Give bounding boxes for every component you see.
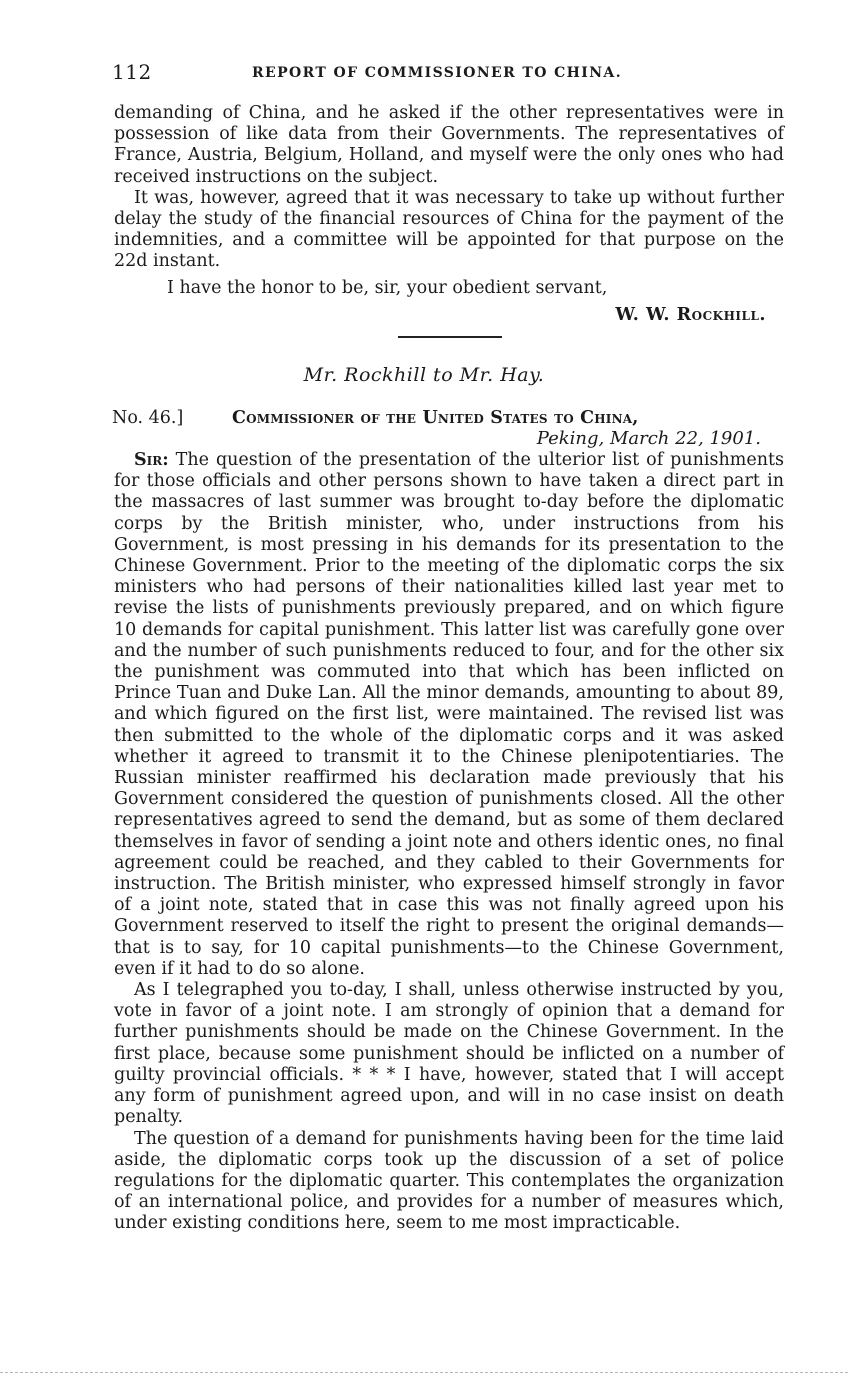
page-number: 112	[112, 60, 152, 84]
paragraph: As I telegraphed you to-day, I shall, unless otherwise instructed by you, vote in favor of a joint note. I am strongly of opinion that a demand for further punishments should be made on the Chinese Government. In the first place, because some punishment should be inflicted on a number of guilty provincial officials. * * * I have, however, stated that I will accept any form of punishment agreed upon, and will in no case insist on death penalty.	[114, 980, 784, 1128]
paragraph: The question of a demand for punishments having been for the time laid aside, the diplomatic corps took up the discussion of a set of police regulations for the diplomatic quarter. This contemplates the organization of an international police, and provides for a number of measures which, under existing conditions here, seem to me most impracticable.	[114, 1128, 784, 1234]
page-header	[112, 60, 784, 90]
paragraph: demanding of China, and he asked if the other representatives were in possession of like data from their Governments. The representatives of France, Austria, Belgium, Holland, and myself were the only ones who had received instructions on the subject.	[114, 103, 784, 187]
closing-line: I have the honor to be, sir, your obedient servant,	[167, 278, 608, 298]
letter-heading: Mr. Rockhill to Mr. Hay.	[303, 364, 545, 386]
previous-letter-body	[114, 103, 784, 273]
sender-office: Commissioner of the United States to China,	[232, 408, 639, 428]
document-number: No. 46.]	[112, 408, 184, 428]
scan-edge-line	[0, 1372, 848, 1373]
running-head: REPORT OF COMMISSIONER TO CHINA.	[252, 65, 622, 81]
letter-body	[114, 450, 784, 1235]
paragraph	[114, 450, 784, 980]
dateline: Peking, March 22, 1901.	[536, 428, 761, 449]
signature-name: W. W. Rockhill.	[615, 305, 766, 325]
signature	[615, 304, 766, 326]
paragraph: It was, however, agreed that it was necessary to take up without further delay the study of the financial resources of China for the payment of the indemnities, and a committee will be appointed for that purpose on the 22d instant.	[114, 187, 784, 272]
section-divider	[398, 336, 502, 338]
paragraph-text: The question of the presentation of the ulterior list of punishments for those officials and other persons shown to have taken a direct part in the massacres of last summer was brought to-day before the diplomatic corps by the British minister, who, under instructions from his Government, is most pressing in his demands for its presentation to the Chinese Government. Prior to the meeting of the diplomatic corps the six ministers who had persons of their nationalities killed last year met to revise the lists of punishments previously prepared, and on which figure 10 demands for capital punishment. This latter list was carefully gone over and the number of such punishments reduced to four, and for the other six the punishment was commuted into that which has been inflicted on Prince Tuan and Duke Lan. All the minor demands, amounting to about 89, and which figured on the first list, were maintained. The revised list was then submitted to the whole of the diplomatic corps and it was asked whether it agreed to transmit it to the Chinese plenipotentiaries. The Russian minister reaffirmed his declaration made previously that his Government considered the question of punishments closed. All the other representatives agreed to send the demand, but as some of them declared themselves in favor of sending a joint note and others identic ones, no final agreement could be reached, and they cabled to their Governments for instruction. The British minister, who expressed himself strongly in favor of a joint note, stated that in case this was not finally agreed upon his Government reserved to itself the right to present the original demands—that is to say, for 10 capital punishments—to the Chinese Government, even if it had to do so alone.	[114, 450, 784, 979]
salutation: Sir:	[134, 450, 169, 470]
